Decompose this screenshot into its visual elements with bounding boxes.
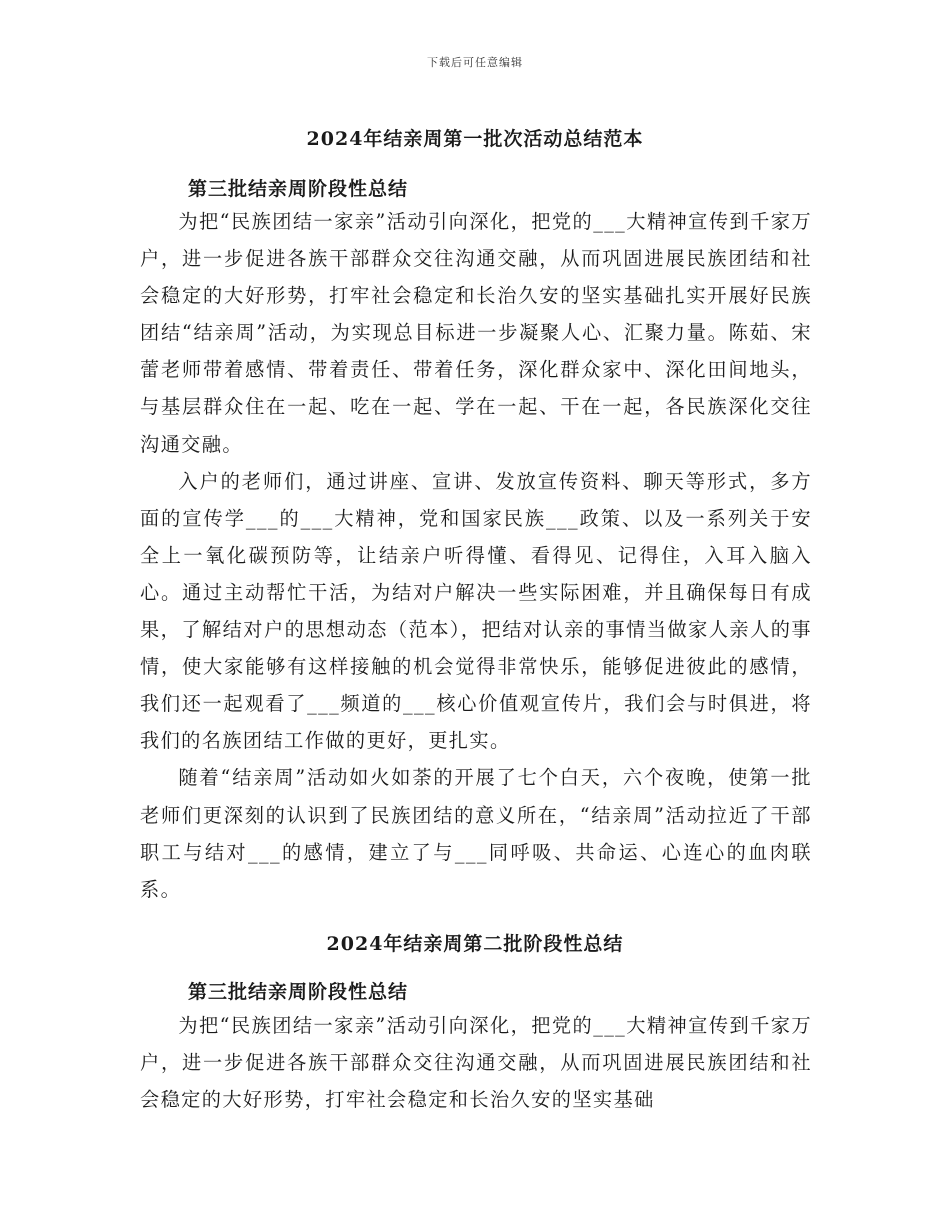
document-title-second: 2024年结亲周第二批阶段性总结: [326, 933, 624, 955]
section-heading: 第三批结亲周阶段性总结: [188, 178, 409, 200]
document-title: 2024年结亲周第一批次活动总结范本: [306, 128, 644, 150]
body-paragraph: 入户的老师们，通过讲座、宣讲、发放宣传资料、聊天等形式，多方面的宣传学___的___大精神，党和国家民族___政策、以及一系列关于安全上一氧化碳预防等，让结亲户听得懂、看得见、记得住，入耳入脑入心。通过主动帮忙干活，为结对户解决一些实际困难，并且确保每日有成果，了解结对户的思想动态（范本），把结对认亲的事情当做家人亲人的事情，使大家能够有这样接触的机会觉得非常快乐，能够促进彼此的感情，我们还一起观看了___频道的___核心价值观宣传片，我们会与时俱进，将我们的名族团结工作做的更好，更扎实。: [140, 469, 812, 753]
page-header-note: 下载后可任意编辑: [427, 56, 523, 69]
section-heading-second: 第三批结亲周阶段性总结: [188, 981, 409, 1003]
body-paragraph: 为把“民族团结一家亲”活动引向深化，把党的___大精神宣传到千家万户，进一步促进各族干部群众交往沟通交融，从而巩固进展民族团结和社会稳定的大好形势，打牢社会稳定和长治久安的坚实基础: [140, 1014, 812, 1112]
article-body-second: [140, 1007, 812, 1118]
body-paragraph: 为把“民族团结一家亲”活动引向深化，把党的___大精神宣传到千家万户，进一步促进各族干部群众交往沟通交融，从而巩固进展民族团结和社会稳定的大好形势，打牢社会稳定和长治久安的坚实基础扎实开展好民族团结“结亲周”活动，为实现总目标进一步凝聚人心、汇聚力量。陈茹、宋蕾老师带着感情、带着责任、带着任务，深化群众家中、深化田间地头，与基层群众住在一起、吃在一起、学在一起、干在一起，各民族深化交往沟通交融。: [140, 210, 812, 456]
article-body: [140, 203, 812, 908]
body-paragraph: 随着“结亲周”活动如火如荼的开展了七个白天，六个夜晚，使第一批老师们更深刻的认识到了民族团结的意义所在，“结亲周”活动拉近了干部职工与结对___的感情，建立了与___同呼吸、共命运、心连心的血肉联系。: [140, 766, 812, 901]
